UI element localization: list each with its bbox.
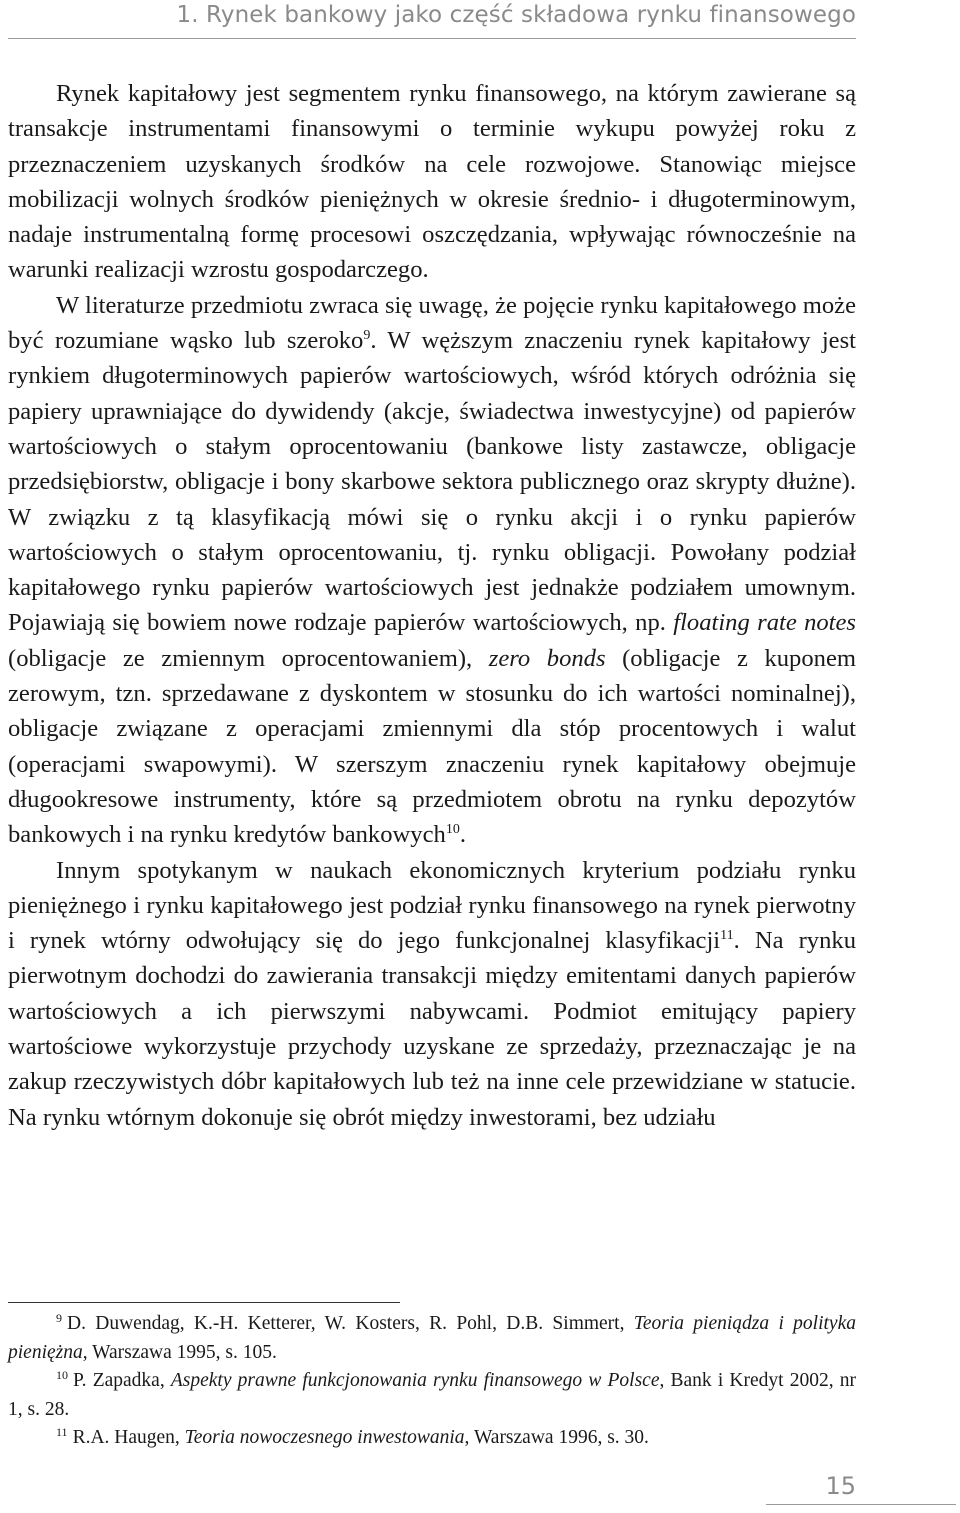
footnote-ref-11[interactable]: 11 <box>720 927 734 943</box>
paragraph-2-text-g: . <box>459 821 466 849</box>
paragraph-1-text: Rynek kapitałowy jest segmentem rynku finansowego, na którym zawierane są transakcje instrumentami finansowymi o terminie wykupu powyżej roku z przeznaczeniem uzyskanych środków na cele rozwojowe. Stanowiąc miejsce mobilizacji wolnych środków pieniężnych w okresie średnio- i długoterminowym, nadaje instrumentalną formę procesowi oszczędzania, wpływając równocześnie na warunki realizacji wzrostu gospodarczego. <box>8 80 856 284</box>
footer-divider <box>766 1504 956 1505</box>
footnote-number: 10 <box>56 1367 68 1382</box>
footnote-10 <box>8 1367 856 1424</box>
paragraph-2-text-d: (obligacje ze zmiennym oprocentowaniem), <box>8 644 489 672</box>
footnote-text: D. Duwendag, K.-H. Ketterer, W. Kosters, R. Pohl, D.B. Simmert, <box>67 1313 634 1334</box>
page-number: 15 <box>825 1472 856 1500</box>
footnote-11 <box>8 1424 856 1453</box>
paragraph-1 <box>8 76 856 288</box>
running-header: 1. Rynek bankowy jako część składowa rynku finansowego <box>176 2 856 28</box>
header-divider <box>8 38 856 39</box>
footnote-9 <box>8 1310 856 1367</box>
paragraph-2 <box>8 288 856 853</box>
footnote-title: Teoria pieniądza i polityka pieniężna <box>8 1313 856 1363</box>
paragraph-3 <box>8 853 856 1135</box>
footnote-text: , Warszawa 1995, s. 105. <box>82 1341 277 1363</box>
paragraph-2-text-b: . W węższym znaczeniu rynek kapitałowy jest rynkiem długoterminowych papierów wartościowych, wśród których odróżnia się papiery uprawniające do dywidendy (akcje, świadectwa inwestycyjne) od papierów wartościowych o stałym oprocentowaniu (bankowe listy zastawcze, obligacje przedsiębiorstw, obligacje i bony skarbowe sektora publicznego oraz skrypty dłużne). W związku z tą klasyfikacją mówi się o rynku akcji i o rynku papierów wartościowych o stałym oprocentowaniu, tj. rynku obligacji. Powołany podział kapitałowego rynku papierów wartościowych jest jednakże podziałem umownym. Pojawiają się bowiem nowe rodzaje papierów wartościowych, np. <box>8 327 856 637</box>
main-text <box>8 76 856 1135</box>
footnote-text: P. Zapadka, <box>73 1370 171 1391</box>
footnote-ref-10[interactable]: 10 <box>445 822 460 838</box>
footnote-text: , Bank i Kredyt 2002, nr 1, s. 28. <box>8 1370 856 1420</box>
footnote-number: 11 <box>56 1424 68 1439</box>
term-floating-rate-notes: floating rate notes <box>673 609 856 637</box>
footnote-text: , Warszawa 1996, s. 30. <box>464 1427 649 1448</box>
footnote-title: Aspekty prawne funkcjonowania rynku finansowego w Polsce <box>170 1370 660 1391</box>
paragraph-2-text-f: (obligacje z kuponem zerowym, tzn. sprzedawane z dyskontem w stosunku do ich wartości nominalnej), obligacje związane z operacjami zmiennymi dla stóp procentowych i walut (operacjami swapowymi). W szerszym znaczeniu rynek kapitałowy obejmuje długookresowe instrumenty, które są przedmiotem obrotu na rynku depozytów bankowych i na rynku kredytów bankowych <box>8 644 856 849</box>
footnote-number: 9 <box>56 1310 62 1325</box>
footnote-title: Teoria nowoczesnego inwestowania <box>184 1427 465 1448</box>
footnote-text: R.A. Haugen, <box>72 1427 185 1448</box>
paragraph-2-text-a: W literaturze przedmiotu zwraca się uwagę, że pojęcie rynku kapitałowego może być rozumiane wąsko lub szeroko <box>8 291 856 355</box>
paragraph-3-text-b: . Na rynku pierwotnym dochodzi do zawierania transakcji między emitentami danych papierów wartościowych a ich pierwszymi nabywcami. Podmiot emitujący papiery wartościowe wykorzystuje przychody uzyskane ze sprzedaży, przeznaczając je na zakup rzeczywistych dóbr kapitałowych lub też na inne cele przewidziane w statucie. Na rynku wtórnym dokonuje się obrót między inwestorami, bez udziału <box>8 927 856 1131</box>
term-zero-bonds: zero bonds <box>488 644 606 672</box>
paragraph-3-text-a: Innym spotykanym w naukach ekonomicznych kryterium podziału rynku pieniężnego i rynku kapitałowego jest podział rynku finansowego na rynek pierwotny i rynek wtórny odwołujący się do jego funkcjonalnej klasyfikacji <box>8 856 856 955</box>
footnote-ref-9[interactable]: 9 <box>363 327 371 343</box>
footnote-divider <box>8 1302 400 1303</box>
footnotes <box>8 1310 856 1453</box>
